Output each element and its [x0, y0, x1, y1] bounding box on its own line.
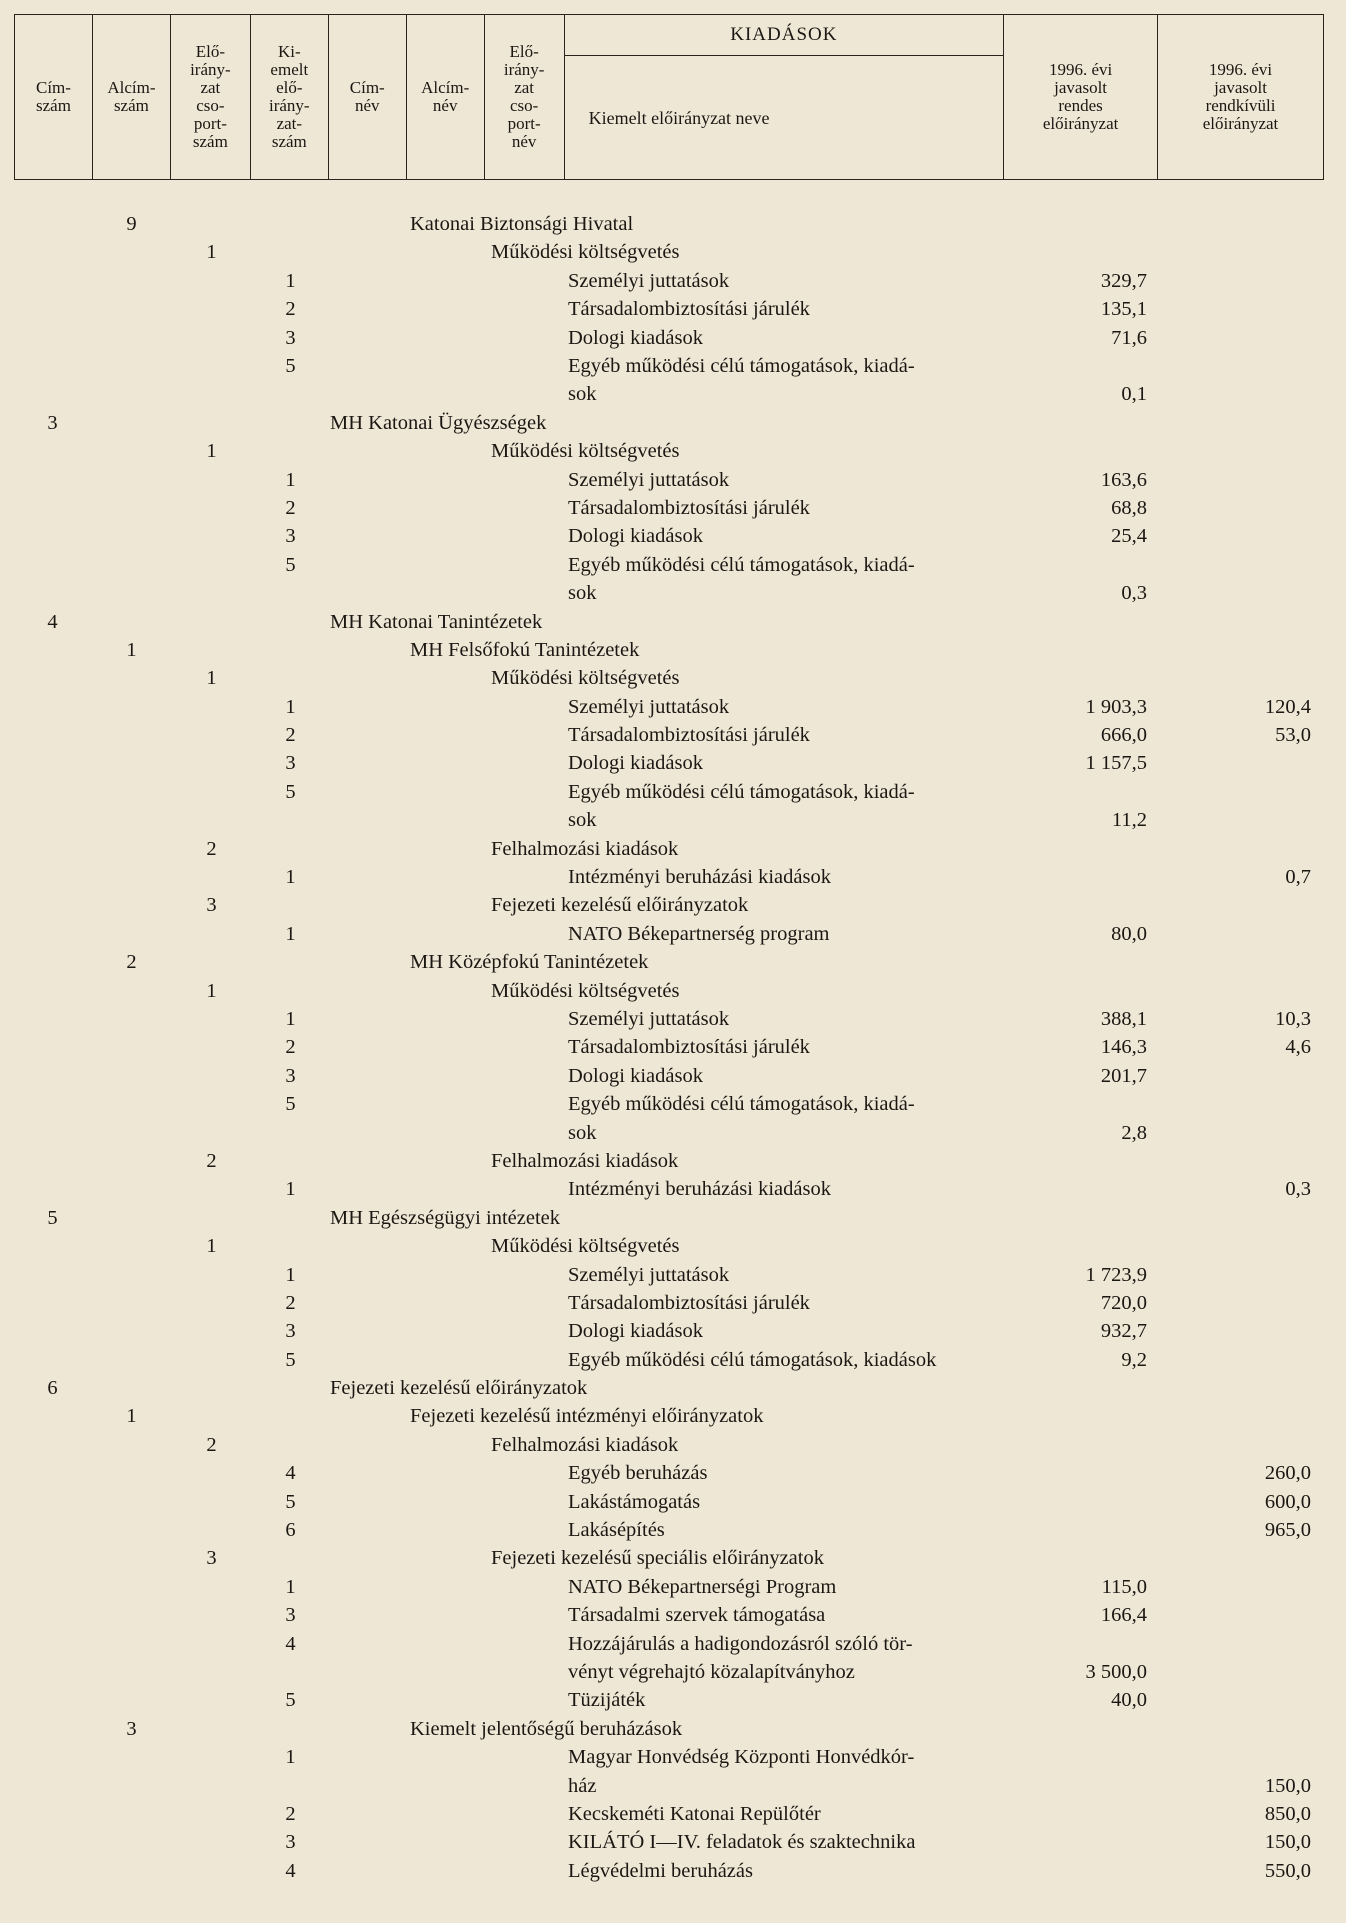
- rendes-eloiranyzat-value: 146,3: [1100, 1036, 1147, 1059]
- row-number: 5: [47, 1206, 58, 1229]
- header-kiemelt-eloiranyzat-neve: Kiemelt előirányzat neve: [564, 56, 1004, 180]
- row-number: 3: [285, 752, 296, 775]
- row-number: 1: [206, 440, 217, 463]
- row-number: 2: [285, 1291, 296, 1314]
- rendes-eloiranyzat-value: 388,1: [1100, 1007, 1147, 1030]
- row-label: Felhalmozási kiadások: [491, 1433, 679, 1456]
- row-number: 2: [285, 724, 296, 747]
- table-row: [0, 636, 1346, 664]
- row-label: Személyi juttatások: [568, 1263, 730, 1286]
- row-label: Intézményi beruházási kiadások: [568, 866, 831, 889]
- row-label: Hozzájárulás a hadigondozásról szóló tör- vényt végrehajtó közalapítványhoz: [568, 1632, 913, 1683]
- rendes-eloiranyzat-value: 163,6: [1100, 468, 1147, 491]
- rendes-eloiranyzat-value: 2,8: [1121, 1121, 1147, 1144]
- table-row: [0, 1431, 1346, 1459]
- table-row: [0, 948, 1346, 976]
- row-label: Egyéb működési célú támogatások, kiadá- sok: [568, 780, 915, 832]
- header-cimszam: Cím- szám: [15, 15, 93, 180]
- row-label: Lakásépítés: [568, 1519, 665, 1542]
- row-label: NATO Békepartnerségi Program: [568, 1575, 837, 1598]
- row-label: Személyi juttatások: [568, 695, 730, 718]
- rendkivuli-eloiranyzat-value: 0,7: [1285, 866, 1311, 889]
- row-number: 2: [206, 1149, 217, 1172]
- row-number: 4: [285, 1632, 296, 1655]
- row-number: 3: [126, 1717, 137, 1740]
- table-row: [0, 352, 1346, 409]
- row-number: 1: [285, 695, 296, 718]
- row-label: Társadalombiztosítási járulék: [568, 1036, 810, 1059]
- table-row: [0, 1601, 1346, 1629]
- row-label: Lakástámogatás: [568, 1490, 701, 1513]
- row-label: MH Felsőfokú Tanintézetek: [410, 638, 640, 661]
- rendes-eloiranyzat-value: 3 500,0: [1085, 1660, 1147, 1683]
- row-label: Felhalmozási kiadások: [491, 837, 679, 860]
- table-row: [0, 977, 1346, 1005]
- rendkivuli-eloiranyzat-value: 550,0: [1264, 1859, 1311, 1882]
- row-number: 3: [206, 1547, 217, 1570]
- row-number: 5: [285, 1093, 296, 1116]
- rendkivuli-eloiranyzat-value: 150,0: [1264, 1831, 1311, 1854]
- table-row: [0, 835, 1346, 863]
- rendes-eloiranyzat-value: 666,0: [1100, 724, 1147, 747]
- table-row: [0, 1374, 1346, 1402]
- row-label: Dologi kiadások: [568, 1320, 703, 1343]
- row-label: MH Katonai Ügyészségek: [330, 411, 547, 434]
- rendkivuli-eloiranyzat-value: 260,0: [1264, 1462, 1311, 1485]
- row-label: Társadalombiztosítási járulék: [568, 298, 810, 321]
- row-label: Működési költségvetés: [491, 667, 680, 690]
- row-label: Személyi juttatások: [568, 1007, 730, 1030]
- row-label: Fejezeti kezelésű előirányzatok: [491, 894, 749, 917]
- rendes-eloiranyzat-value: 932,7: [1100, 1320, 1147, 1343]
- header-eloiranyzat-csoportnev: Elő- irány- zat cso- port- név: [484, 15, 564, 180]
- table-row: [0, 1062, 1346, 1090]
- row-number: 3: [285, 1064, 296, 1087]
- rendes-eloiranyzat-value: 71,6: [1111, 326, 1147, 349]
- row-label: MH Középfokú Tanintézetek: [410, 951, 649, 974]
- table-row: [0, 664, 1346, 692]
- row-label: Egyéb működési célú támogatások, kiadá- sok: [568, 1093, 915, 1144]
- table-row: [0, 891, 1346, 919]
- row-number: 1: [285, 866, 296, 889]
- row-label: Működési költségvetés: [491, 440, 680, 463]
- row-number: 1: [126, 1405, 137, 1428]
- row-number: 3: [206, 894, 217, 917]
- rendes-eloiranyzat-value: 0,1: [1121, 383, 1147, 406]
- table-row: [0, 324, 1346, 352]
- table-row: [0, 1317, 1346, 1345]
- row-label: Dologi kiadások: [568, 525, 703, 548]
- row-number: 1: [285, 1575, 296, 1598]
- table-row: [0, 1630, 1346, 1687]
- table-row: [0, 1175, 1346, 1203]
- row-number: 1: [285, 269, 296, 292]
- table-row: [0, 749, 1346, 777]
- row-number: 5: [285, 1348, 296, 1371]
- row-number: 2: [285, 298, 296, 321]
- row-number: 5: [285, 1689, 296, 1712]
- row-label: Személyi juttatások: [568, 468, 730, 491]
- rendes-eloiranyzat-value: 166,4: [1100, 1604, 1147, 1627]
- table-row: [0, 1743, 1346, 1800]
- row-label: Működési költségvetés: [491, 241, 680, 264]
- header-kiemelt-eloiranyzat-szam: Ki- emelt elő- irány- zat- szám: [250, 15, 328, 180]
- table-row: [0, 210, 1346, 238]
- row-number: 1: [285, 1746, 296, 1769]
- rendkivuli-eloiranyzat-value: 4,6: [1285, 1036, 1311, 1059]
- row-label: Dologi kiadások: [568, 752, 703, 775]
- table-row: [0, 494, 1346, 522]
- row-label: Fejezeti kezelésű speciális előirányzatok: [491, 1547, 824, 1570]
- row-number: 1: [285, 1007, 296, 1030]
- rendes-eloiranyzat-value: 68,8: [1111, 496, 1147, 519]
- rendes-eloiranyzat-value: 329,7: [1100, 269, 1147, 292]
- row-label: Egyéb beruházás: [568, 1462, 708, 1485]
- row-number: 1: [285, 468, 296, 491]
- rendkivuli-eloiranyzat-value: 600,0: [1264, 1490, 1311, 1513]
- row-number: 2: [206, 1433, 217, 1456]
- rendes-eloiranyzat-value: 11,2: [1111, 809, 1147, 832]
- row-label: NATO Békepartnerség program: [568, 922, 830, 945]
- row-number: 5: [285, 354, 296, 377]
- row-label: Felhalmozási kiadások: [491, 1149, 679, 1172]
- table-row: [0, 1005, 1346, 1033]
- rendes-eloiranyzat-value: 720,0: [1100, 1291, 1147, 1314]
- table-row: [0, 1516, 1346, 1544]
- table-row: [0, 693, 1346, 721]
- rendes-eloiranyzat-value: 9,2: [1121, 1348, 1147, 1371]
- rendes-eloiranyzat-value: 0,3: [1121, 582, 1147, 605]
- table-row: [0, 267, 1346, 295]
- table-row: [0, 1147, 1346, 1175]
- row-label: MH Katonai Tanintézetek: [330, 610, 543, 633]
- row-number: 2: [285, 496, 296, 519]
- header-cimnev: Cím- név: [328, 15, 406, 180]
- row-number: 9: [126, 213, 137, 235]
- table-row: [0, 238, 1346, 266]
- table-row: [0, 1232, 1346, 1260]
- table-row: [0, 1800, 1346, 1828]
- row-label: Katonai Biztonsági Hivatal: [410, 213, 634, 235]
- header-alcimszam: Alcím- szám: [92, 15, 170, 180]
- table-row: [0, 1686, 1346, 1714]
- row-number: 3: [47, 411, 58, 434]
- row-label: Magyar Honvédség Központi Honvédkór- ház: [568, 1746, 915, 1797]
- row-label: Személyi juttatások: [568, 269, 730, 292]
- table-row: [0, 920, 1346, 948]
- row-number: 3: [285, 1320, 296, 1343]
- row-label: MH Egészségügyi intézetek: [330, 1206, 560, 1229]
- row-label: Fejezeti kezelésű intézményi előirányzatok: [410, 1405, 764, 1428]
- rendes-eloiranyzat-value: 80,0: [1111, 922, 1147, 945]
- row-label: Egyéb működési célú támogatások, kiadá- sok: [568, 354, 915, 406]
- table-row: [0, 721, 1346, 749]
- table-row: [0, 1857, 1346, 1885]
- row-number: 5: [285, 780, 296, 803]
- table-row: [0, 409, 1346, 437]
- table-header: [14, 14, 1324, 180]
- budget-table-body: [0, 210, 1346, 1885]
- row-label: Tüzijáték: [568, 1689, 646, 1712]
- header-alcimnev: Alcím- név: [406, 15, 484, 180]
- table-row: [0, 1204, 1346, 1232]
- table-row: [0, 863, 1346, 891]
- table-row: [0, 466, 1346, 494]
- row-number: 6: [285, 1519, 296, 1542]
- rendkivuli-eloiranyzat-value: 965,0: [1264, 1519, 1311, 1542]
- row-number: 3: [285, 525, 296, 548]
- row-number: 3: [285, 326, 296, 349]
- row-number: 1: [206, 241, 217, 264]
- row-label: Társadalombiztosítási járulék: [568, 496, 810, 519]
- row-number: 3: [285, 1604, 296, 1627]
- rendkivuli-eloiranyzat-value: 850,0: [1264, 1802, 1311, 1825]
- row-number: 1: [285, 922, 296, 945]
- row-number: 4: [47, 610, 58, 633]
- row-label: Kecskeméti Katonai Repülőtér: [568, 1802, 821, 1825]
- rendes-eloiranyzat-value: 115,0: [1101, 1575, 1147, 1598]
- table-row: [0, 1459, 1346, 1487]
- row-number: 2: [285, 1802, 296, 1825]
- rendes-eloiranyzat-value: 40,0: [1111, 1689, 1147, 1712]
- row-label: Társadalmi szervek támogatása: [568, 1604, 826, 1627]
- rendes-eloiranyzat-value: 1 157,5: [1085, 752, 1147, 775]
- table-row: [0, 1402, 1346, 1430]
- row-number: 2: [285, 1036, 296, 1059]
- rendkivuli-eloiranyzat-value: 120,4: [1264, 695, 1311, 718]
- table-row: [0, 608, 1346, 636]
- row-label: Működési költségvetés: [491, 979, 680, 1002]
- header-rendes-eloiranyzat: 1996. évi javasolt rendes előirányzat: [1004, 15, 1158, 180]
- row-label: Légvédelmi beruházás: [568, 1859, 753, 1882]
- rendkivuli-eloiranyzat-value: 0,3: [1285, 1178, 1311, 1201]
- row-number: 2: [126, 951, 137, 974]
- table-row: [0, 1544, 1346, 1572]
- rendkivuli-eloiranyzat-value: 150,0: [1264, 1774, 1311, 1797]
- row-number: 1: [285, 1178, 296, 1201]
- row-label: Intézményi beruházási kiadások: [568, 1178, 831, 1201]
- table-row: [0, 1828, 1346, 1856]
- rendes-eloiranyzat-value: 201,7: [1100, 1064, 1147, 1087]
- table-row: [0, 778, 1346, 835]
- table-row: [0, 1346, 1346, 1374]
- row-number: 1: [206, 667, 217, 690]
- table-row: [0, 1261, 1346, 1289]
- row-label: Működési költségvetés: [491, 1235, 680, 1258]
- table-row: [0, 295, 1346, 323]
- row-label: Kiemelt jelentőségű beruházások: [410, 1717, 683, 1740]
- table-row: [0, 1033, 1346, 1061]
- table-row: [0, 1573, 1346, 1601]
- row-label: KILÁTÓ I—IV. feladatok és szaktechnika: [568, 1831, 916, 1854]
- row-number: 5: [285, 1490, 296, 1513]
- row-label: Dologi kiadások: [568, 1064, 703, 1087]
- row-label: Egyéb működési célú támogatások, kiadá- sok: [568, 553, 915, 605]
- rendes-eloiranyzat-value: 1 723,9: [1085, 1263, 1147, 1286]
- table-row: [0, 1090, 1346, 1147]
- table-row: [0, 1289, 1346, 1317]
- row-number: 1: [206, 979, 217, 1002]
- row-number: 6: [47, 1377, 58, 1400]
- row-number: 3: [285, 1831, 296, 1854]
- header-rendkivuli-eloiranyzat: 1996. évi javasolt rendkívüli előirányzat: [1158, 15, 1324, 180]
- rendes-eloiranyzat-value: 1 903,3: [1085, 695, 1147, 718]
- row-number: 1: [206, 1235, 217, 1258]
- row-number: 1: [126, 638, 137, 661]
- table-row: [0, 437, 1346, 465]
- header-kiadasok: KIADÁSOK: [564, 15, 1004, 56]
- table-row: [0, 1715, 1346, 1743]
- row-number: 4: [285, 1462, 296, 1485]
- rendes-eloiranyzat-value: 135,1: [1100, 298, 1147, 321]
- row-number: 5: [285, 553, 296, 576]
- row-number: 1: [285, 1263, 296, 1286]
- rendkivuli-eloiranyzat-value: 10,3: [1275, 1007, 1311, 1030]
- table-row: [0, 551, 1346, 608]
- rendkivuli-eloiranyzat-value: 53,0: [1275, 724, 1311, 747]
- rendes-eloiranyzat-value: 25,4: [1111, 525, 1147, 548]
- header-eloiranyzat-csoport-szam: Elő- irány- zat cso- port- szám: [170, 15, 250, 180]
- row-label: Társadalombiztosítási járulék: [568, 724, 810, 747]
- table-row: [0, 1488, 1346, 1516]
- row-label: Egyéb működési célú támogatások, kiadások: [568, 1348, 937, 1371]
- table-row: [0, 522, 1346, 550]
- row-label: Társadalombiztosítási járulék: [568, 1291, 810, 1314]
- row-label: Dologi kiadások: [568, 326, 703, 349]
- row-number: 4: [285, 1859, 296, 1882]
- row-label: Fejezeti kezelésű előirányzatok: [330, 1377, 588, 1400]
- row-number: 2: [206, 837, 217, 860]
